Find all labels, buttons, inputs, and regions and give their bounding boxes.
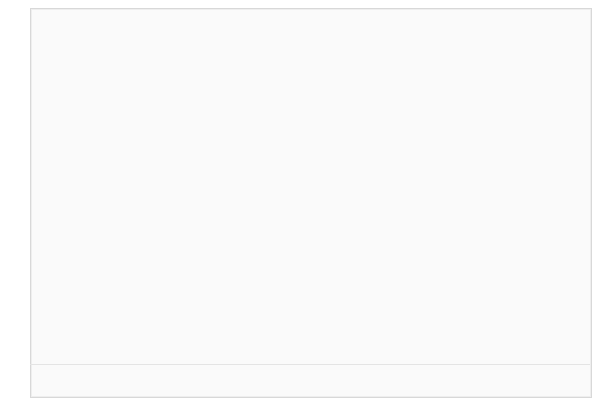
perforation-top (31, 8, 591, 16)
perforation-left (30, 9, 38, 397)
info-card (30, 8, 592, 398)
emission-details (400, 33, 590, 34)
bottom-divider (30, 364, 590, 365)
